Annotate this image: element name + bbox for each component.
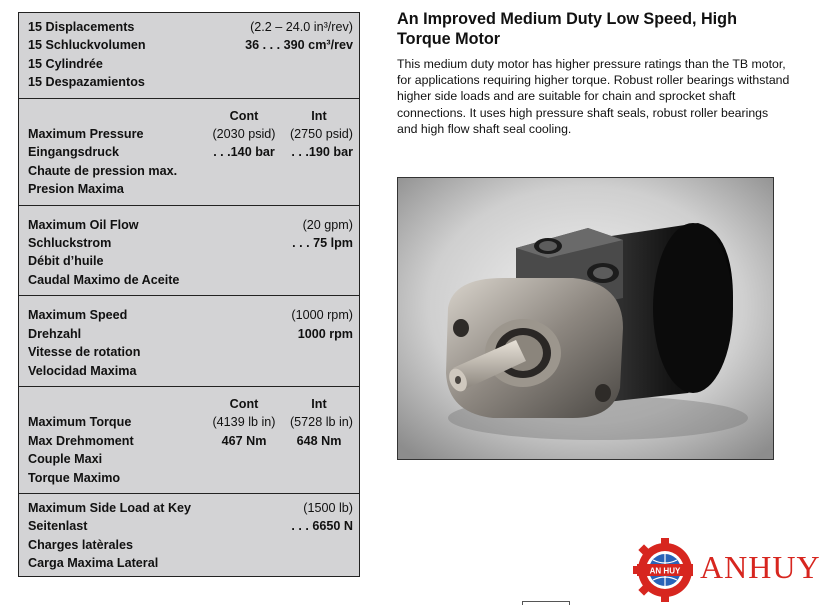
spec-label: 15 Cylindrée (28, 56, 103, 71)
spec-label: Velocidad Maxima (28, 363, 137, 378)
spec-value: . . . 6650 N (291, 519, 353, 534)
spec-label: 15 Despazamientos (28, 75, 145, 90)
motor-image (398, 178, 774, 460)
spec-value-cont: (2030 psid) (212, 127, 276, 142)
spec-row (28, 554, 353, 572)
spec-label: Max Drehmoment (28, 433, 134, 448)
spec-row (28, 469, 353, 487)
spec-label: Maximum Speed (28, 308, 128, 323)
logo-badge-text: AN HUY (649, 566, 681, 576)
spec-row (28, 143, 353, 161)
article-title: An Improved Medium Duty Low Speed, High Torque Motor (397, 10, 737, 48)
spec-row (28, 55, 353, 73)
spec-value: . . . 75 lpm (292, 236, 353, 251)
pressure-block (19, 99, 359, 206)
spec-label: Maximum Torque (28, 415, 132, 430)
spec-row (28, 362, 353, 380)
spec-row (28, 517, 353, 535)
spec-row (28, 306, 353, 324)
spec-label: Schluckstrom (28, 236, 112, 251)
hydraulic-motor-photo (397, 177, 774, 460)
spec-label: Carga Maxima Lateral (28, 556, 159, 571)
oil-flow-block (19, 206, 359, 297)
displacement-block (19, 12, 359, 99)
spec-row (28, 180, 353, 198)
spec-row (28, 73, 353, 91)
spec-value-int: (5728 lb in) (289, 415, 353, 430)
spec-row (28, 36, 353, 54)
page-footer-tab (522, 601, 570, 605)
spec-label: Drehzahl (28, 326, 82, 341)
spec-row (28, 18, 353, 36)
torque-block (19, 387, 359, 494)
spec-label: Maximum Side Load at Key (28, 500, 192, 515)
spec-row (28, 413, 353, 431)
spec-row (28, 216, 353, 234)
column-header-cont: Cont (229, 108, 259, 123)
spec-label: Caudal Maximo de Aceite (28, 272, 180, 287)
column-header-int: Int (311, 396, 327, 411)
spec-label: Seitenlast (28, 519, 88, 534)
spec-value-cont: 467 Nm (221, 433, 267, 448)
spec-row (28, 325, 353, 343)
spec-row (28, 343, 353, 361)
spec-value: (1000 rpm) (291, 308, 353, 323)
spec-row (28, 162, 353, 180)
spec-value-int: 648 Nm (296, 433, 342, 448)
spec-label: Débit d’huile (28, 254, 104, 269)
spec-label: 15 Schluckvolumen (28, 38, 146, 53)
spec-label: Maximum Pressure (28, 127, 144, 142)
spec-label: 15 Displacements (28, 20, 135, 34)
spec-value: (20 gpm) (302, 217, 353, 232)
spec-row (28, 271, 353, 289)
spec-value: (2.2 – 24.0 in³/rev) (250, 20, 353, 34)
column-header-cont: Cont (229, 396, 259, 411)
spec-row (28, 252, 353, 270)
spec-value: 36 . . . 390 cm³/rev (245, 38, 353, 53)
spec-label: Torque Maximo (28, 470, 121, 485)
article-body: This medium duty motor has higher pressure ratings than the TB motor, for applications requiring higher torque. Robust roller bearings withstand higher side loads and are suitable for chain and sprocket shaft connections. It uses high pressure shaft seals, robust roller bearings and high flow shaft seal cooling. (397, 57, 790, 136)
spec-value-cont: (4139 lb in) (212, 415, 276, 430)
spec-row (28, 450, 353, 468)
speed-block (19, 296, 359, 387)
spec-row (28, 234, 353, 252)
spec-row (28, 125, 353, 143)
spec-value-cont: . . .140 bar (213, 145, 275, 160)
spec-row (28, 432, 353, 450)
spec-value: 1000 rpm (297, 326, 353, 341)
spec-value: (1500 lb) (303, 500, 353, 515)
spec-label: Couple Maxi (28, 452, 103, 467)
article (397, 9, 792, 137)
spec-row (28, 536, 353, 554)
column-header-row (28, 395, 353, 413)
spec-label: Eingangsdruck (28, 145, 119, 160)
column-header-int: Int (311, 108, 327, 123)
spec-label: Charges latèrales (28, 537, 134, 552)
spec-label: Maximum Oil Flow (28, 217, 139, 232)
specifications-table (18, 12, 360, 577)
spec-label: Vitesse de rotation (28, 345, 141, 360)
side-load-block (19, 494, 359, 577)
gear-globe-icon (632, 536, 702, 604)
spec-value-int: (2750 psid) (289, 127, 353, 142)
spec-value-int: . . .190 bar (291, 145, 353, 160)
company-logo (632, 536, 832, 604)
spec-label: Chaute de pression max. (28, 163, 178, 178)
logo-text: ANHUY (700, 549, 821, 585)
spec-label: Presion Maxima (28, 182, 124, 197)
spec-row (28, 499, 353, 517)
column-header-row (28, 107, 353, 125)
